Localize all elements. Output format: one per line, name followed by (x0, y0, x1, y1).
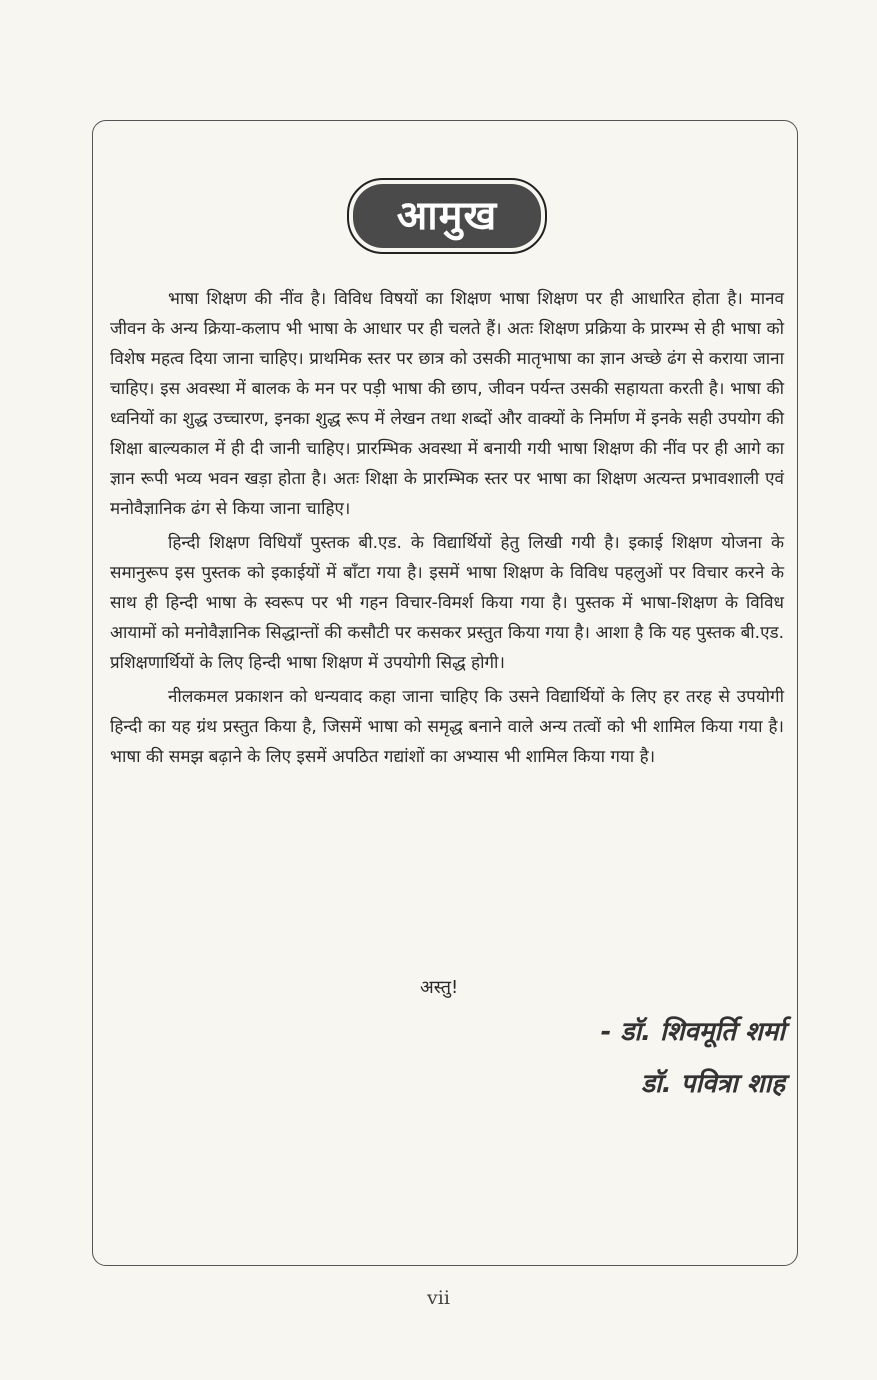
preface-body (110, 284, 784, 776)
closing-word: अस्तु! (420, 977, 459, 998)
title-pill (353, 184, 541, 248)
author-signature-1: - डॉ. शिवमूर्ति शर्मा (600, 1017, 785, 1047)
paragraph-1: भाषा शिक्षण की नींव है। विविध विषयों का शिक्षण भाषा शिक्षण पर ही आधारित होता है। मानव जीवन के अन्य क्रिया-कलाप भी भाषा के आधार पर ही चलते हैं। अतः शिक्षण प्रक्रिया के प्रारम्भ से ही भाषा को विशेष महत्व दिया जाना चाहिए। प्राथमिक स्तर पर छात्र को उसकी मातृभाषा का ज्ञान अच्छे ढंग से कराया जाना चाहिए। इस अवस्था में बालक के मन पर पड़ी भाषा की छाप, जीवन पर्यन्त उसकी सहायता करती है। भाषा की ध्वनियों का शुद्ध उच्चारण, इनका शुद्ध रूप में लेखन तथा शब्दों और वाक्यों के निर्माण में इनके सही उपयोग की शिक्षा बाल्यकाल में ही दी जानी चाहिए। प्रारम्भिक अवस्था में बनायी गयी भाषा शिक्षण की नींव पर ही आगे का ज्ञान रूपी भव्य भवन खड़ा होता है। अतः शिक्षा के प्रारम्भिक स्तर पर भाषा का शिक्षण अत्यन्त प्रभावशाली एवं मनोवैज्ञानिक ढंग से किया जाना चाहिए। (110, 289, 784, 519)
author-signature-2: डॉ. पवित्रा शाह (641, 1069, 785, 1099)
page-number: vii (427, 1287, 450, 1309)
paragraph-2: हिन्दी शिक्षण विधियाँ पुस्तक बी.एड. के विद्यार्थियों हेतु लिखी गयी है। इकाई शिक्षण योजना के समानुरूप इस पुस्तक को इकाईयों में बाँटा गया है। इसमें भाषा शिक्षण के विविध पहलुओं पर विचार करने के साथ ही हिन्दी भाषा के स्वरूप पर भी गहन विचार-विमर्श किया गया है। पुस्तक में भाषा-शिक्षण के विविध आयामों को मनोवैज्ञानिक सिद्धान्तों की कसौटी पर कसकर प्रस्तुत किया गया है। आशा है कि यह पुस्तक बी.एड. प्रशिक्षणार्थियों के लिए हिन्दी भाषा शिक्षण में उपयोगी सिद्ध होगी। (110, 533, 784, 673)
title-badge (347, 178, 547, 254)
paragraph-3: नीलकमल प्रकाशन को धन्यवाद कहा जाना चाहिए कि उसने विद्यार्थियों के लिए हर तरह से उपयोगी हिन्दी का यह ग्रंथ प्रस्तुत किया है, जिसमें भाषा को समृद्ध बनाने वाले अन्य तत्वों को भी शामिल किया गया है। भाषा की समझ बढ़ाने के लिए इसमें अपठित गद्यांशों का अभ्यास भी शामिल किया गया है। (110, 687, 784, 767)
page-title: आमुख (396, 193, 498, 239)
